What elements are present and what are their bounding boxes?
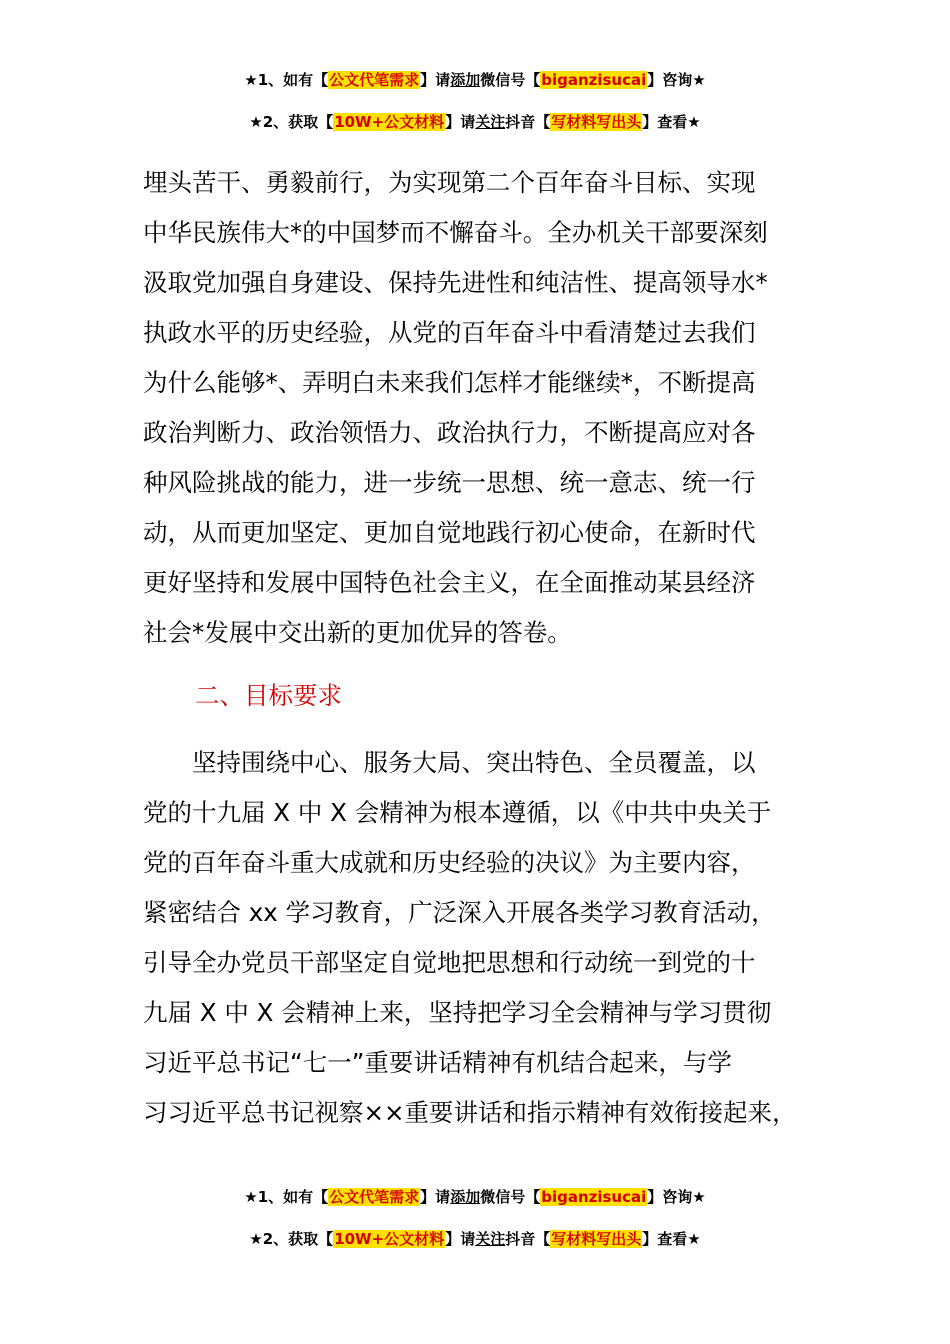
banner-prefix: ★2、获取【: [249, 1230, 334, 1248]
text-line: 习习近平总书记视察××重要讲话和指示精神有效衔接起来，: [143, 1098, 797, 1127]
banner-underlined-text: 添加: [450, 71, 481, 89]
banner-suffix: 】咨询★: [647, 71, 706, 89]
banner-wechat-id: biganzisucai: [541, 1188, 647, 1206]
banner-highlight: 公文代笔需求: [329, 71, 420, 89]
text-line: 种风险挑战的能力，进一步统一思想、统一意志、统一行: [143, 468, 756, 497]
text-line: 中华民族伟大*的中国梦而不懈奋斗。全办机关干部要深刻: [143, 218, 768, 247]
promo-banner-line-2: [0, 112, 950, 132]
banner-prefix: ★2、获取【: [249, 113, 334, 131]
banner-underlined-text: 关注: [475, 113, 506, 131]
text-line: 坚持围绕中心、服务大局、突出特色、全员覆盖，以: [143, 748, 756, 777]
banner-douyin-id: 写材料写出头: [551, 1230, 642, 1248]
banner-text: 抖音【: [505, 1230, 551, 1248]
banner-highlight: 公文代笔需求: [329, 1188, 420, 1206]
banner-text: 】请: [420, 71, 451, 89]
text-line: 紧密结合 xx 学习教育，广泛深入开展各类学习教育活动，: [143, 898, 776, 927]
banner-text: 微信号【: [480, 71, 541, 89]
text-line: 动，从而更加坚定、更加自觉地践行初心使命，在新时代: [143, 518, 756, 547]
banner-text: 】请: [445, 113, 476, 131]
text-line: 社会*发展中交出新的更加优异的答卷。: [143, 618, 572, 647]
banner-underlined-text: 添加: [450, 1188, 481, 1206]
text-line: 九届 X 中 X 会精神上来，坚持把学习全会精神与学习贯彻: [143, 998, 772, 1027]
promo-banner-line-1: [0, 70, 950, 90]
promo-banner-footer-line-2: [0, 1229, 950, 1249]
banner-text: 微信号【: [480, 1188, 541, 1206]
promo-banner-footer-line-1: [0, 1187, 950, 1207]
banner-text: 】请: [445, 1230, 476, 1248]
banner-prefix: ★1、如有【: [244, 71, 329, 89]
text-line: 汲取党加强自身建设、保持先进性和纯洁性、提高领导水*: [143, 268, 768, 297]
banner-prefix: ★1、如有【: [244, 1188, 329, 1206]
text-line: 政治判断力、政治领悟力、政治执行力，不断提高应对各: [143, 418, 756, 447]
banner-suffix: 】查看★: [642, 113, 701, 131]
banner-highlight: 10W+公文材料: [334, 113, 445, 131]
text-line: 党的十九届 X 中 X 会精神为根本遵循，以《中共中央关于: [143, 798, 772, 827]
banner-highlight: 10W+公文材料: [334, 1230, 445, 1248]
text-line: 引导全办党员干部坚定自觉地把思想和行动统一到党的十: [143, 948, 756, 977]
banner-suffix: 】咨询★: [647, 1188, 706, 1206]
text-line: 埋头苦干、勇毅前行，为实现第二个百年奋斗目标、实现: [143, 168, 756, 197]
banner-underlined-text: 关注: [475, 1230, 506, 1248]
banner-wechat-id: biganzisucai: [541, 71, 647, 89]
banner-suffix: 】查看★: [642, 1230, 701, 1248]
text-line: 为什么能够*、弄明白未来我们怎样才能继续*，不断提高: [143, 368, 756, 397]
text-line: 习近平总书记“七一”重要讲话精神有机结合起来，与学: [143, 1048, 732, 1077]
banner-text: 】请: [420, 1188, 451, 1206]
body-paragraph-2: [143, 738, 823, 1138]
section-heading: 二、目标要求: [195, 681, 342, 710]
text-line: 执政水平的历史经验，从党的百年奋斗中看清楚过去我们: [143, 318, 756, 347]
text-line: 更好坚持和发展中国特色社会主义，在全面推动某县经济: [143, 568, 756, 597]
body-paragraph-1: [143, 158, 823, 658]
banner-text: 抖音【: [505, 113, 551, 131]
banner-douyin-id: 写材料写出头: [551, 113, 642, 131]
text-line: 党的百年奋斗重大成就和历史经验的决议》为主要内容，: [143, 848, 756, 877]
